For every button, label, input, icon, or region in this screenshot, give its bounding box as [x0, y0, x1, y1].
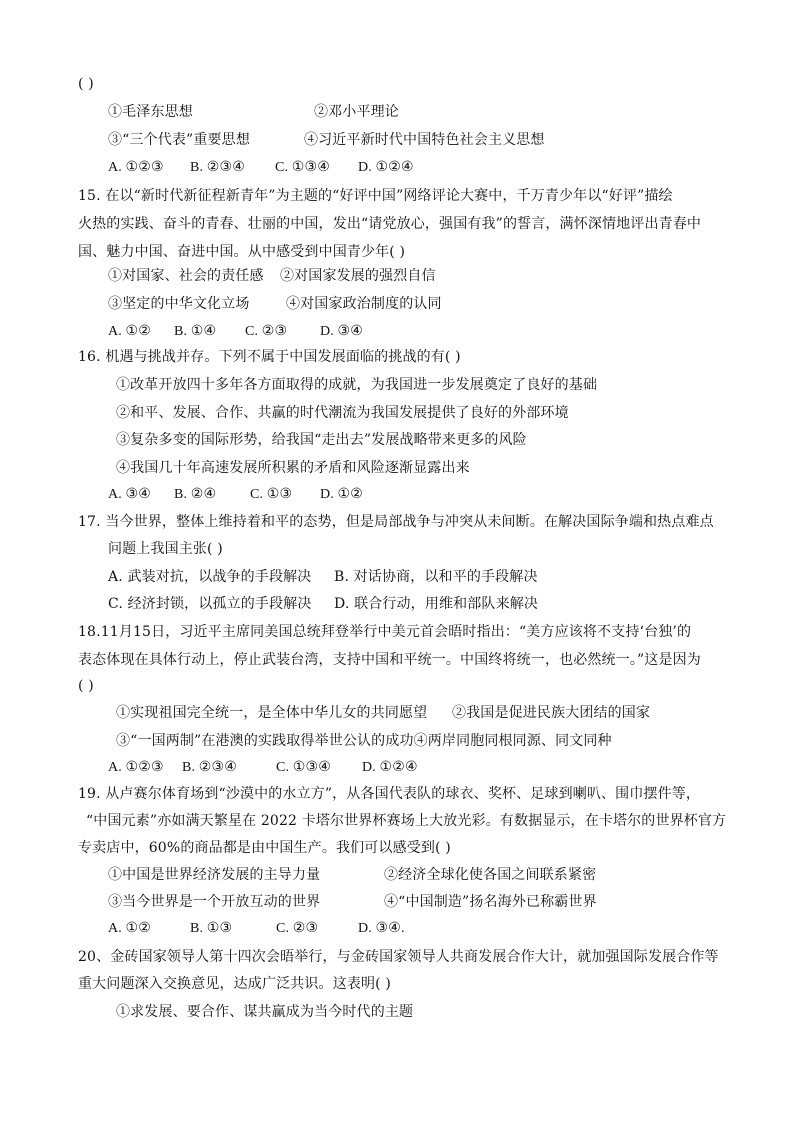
q17-answer-d: D. 联合行动，用维和部队来解决 — [334, 596, 539, 612]
q15-option-1: ①对国家、社会的责任感 — [108, 268, 264, 284]
q18-answer-b: B. ②③④ — [182, 760, 237, 775]
q15-option-3: ③坚定的中华文化立场 — [108, 296, 250, 312]
q19-answer-a: A. ①② — [108, 921, 151, 936]
q14-answer-c: C. ①③④ — [275, 160, 330, 175]
q15-stem-line-3: 国、魅力中国、奋进中国。从中感受到中国青少年( ) — [78, 244, 406, 260]
q14-option-1: ①毛泽东思想 — [108, 104, 193, 120]
q16-stem: 16. 机遇与挑战并存。下列不属于中国发展面临的挑战的有( ) — [78, 349, 461, 365]
q19-stem-line-2: “中国元素”亦如满天繁星在 2022 卡塔尔世界杯赛场上大放光彩。有数据显示，在卡塔尔的世界杯官方 — [86, 813, 727, 829]
q19-answer-c: C. ②③ — [276, 921, 319, 936]
q15-option-2: ②对国家发展的强烈自信 — [280, 268, 436, 284]
q17-answer-a: A. 武装对抗，以战争的手段解决 — [108, 569, 312, 585]
q18-answer-d: D. ①②④ — [362, 760, 418, 775]
q18-stem-line-1: 18.11月15日，习近平主席同美国总统拜登举行中美元首会晤时指出：“美方应该将不支持‘台独’的 — [78, 624, 692, 640]
q19-answer-d: D. ③④. — [358, 921, 405, 936]
q14-paren: ( ) — [78, 76, 94, 92]
q17-answer-c: C. 经济封锁，以孤立的手段解决 — [108, 596, 312, 612]
q16-answer-a: A. ③④ — [108, 487, 151, 502]
q14-option-4: ④习近平新时代中国特色社会主义思想 — [304, 132, 545, 148]
q16-option-3: ③复杂多变的国际形势，给我国“走出去”发展战略带来更多的风险 — [116, 432, 527, 448]
q20-option-1: ①求发展、要合作、谋共赢成为当今时代的主题 — [116, 1004, 414, 1020]
q15-answer-b: B. ①④ — [174, 324, 217, 339]
q14-answer-d: D. ①②④ — [358, 160, 414, 175]
q18-option-1: ①实现祖国完全统一，是全体中华儿女的共同愿望 — [116, 705, 428, 721]
q18-answer-a: A. ①②③ — [108, 760, 164, 775]
q15-stem-line-2: 火热的实践、奋斗的青春、壮丽的中国，发出“请党放心，强国有我”的誓言，满怀深情地评出青春中 — [78, 216, 702, 232]
q19-option-1: ①中国是世界经济发展的主导力量 — [108, 867, 321, 883]
q15-answer-a: A. ①② — [108, 324, 151, 339]
q16-answer-b: B. ②④ — [174, 487, 217, 502]
q17-stem-line-2: 问题上我国主张( ) — [108, 541, 223, 557]
q15-answer-d: D. ③④ — [320, 324, 363, 339]
q20-stem-line-2: 重大问题深入交换意见，达成广泛共识。这表明( ) — [78, 976, 391, 992]
q18-stem-line-3: ( ) — [78, 678, 94, 694]
q16-answer-c: C. ①③ — [250, 487, 293, 502]
q17-answer-b: B. 对话协商，以和平的手段解决 — [334, 569, 538, 585]
q14-answer-b: B. ②③④ — [190, 160, 245, 175]
q18-stem-line-2: 表态体现在具体行动上，停止武装台湾，支持中国和平统一。中国终将统一，也必然统一。”这是因为 — [78, 652, 701, 668]
q17-stem-line-1: 17. 当今世界，整体上维持着和平的态势，但是局部战争与冲突从未间断。在解决国际争端和热点难点 — [78, 514, 714, 530]
q15-option-4: ④对国家政治制度的认同 — [286, 296, 442, 312]
q18-answer-c: C. ①③④ — [276, 760, 331, 775]
q15-stem-line-1: 15. 在以“新时代新征程新青年”为主题的“好评中国”网络评论大赛中，千万青少年以“好评”描绘 — [78, 188, 673, 204]
q14-option-3: ③“三个代表”重要思想 — [108, 132, 250, 148]
q16-option-4: ④我国几十年高速发展所积累的矛盾和风险逐渐显露出来 — [116, 460, 470, 476]
q19-option-2: ②经济全球化使各国之间联系紧密 — [384, 867, 597, 883]
q19-stem-line-1: 19. 从卢赛尔体育场到“沙漠中的水立方”，从各国代表队的球衣、奖杯、足球到喇叭、围巾摆件等， — [78, 786, 701, 802]
q19-option-4: ④“中国制造”扬名海外已称霸世界 — [384, 894, 597, 910]
q19-stem-line-3: 专卖店中，60%的商品都是由中国生产。我们可以感受到( ) — [78, 840, 451, 856]
q19-answer-b: B. ①③ — [190, 921, 233, 936]
q20-stem-line-1: 20、金砖国家领导人第十四次会晤举行，与金砖国家领导人共商发展合作大计，就加强国际发展合作等 — [78, 949, 719, 965]
q14-answer-a: A. ①②③ — [108, 160, 164, 175]
q15-answer-c: C. ②③ — [245, 324, 288, 339]
q19-option-3: ③当今世界是一个开放互动的世界 — [108, 894, 321, 910]
q16-option-1: ①改革开放四十多年各方面取得的成就，为我国进一步发展奠定了良好的基础 — [116, 377, 598, 393]
q18-option-2: ②我国是促进民族大团结的国家 — [452, 705, 651, 721]
q18-option-3-4: ③“一国两制”在港澳的实践取得举世公认的成功④两岸同胞同根同源、同文同种 — [116, 733, 612, 749]
q16-answer-d: D. ①② — [320, 487, 363, 502]
q14-option-2: ②邓小平理论 — [314, 104, 399, 120]
q16-option-2: ②和平、发展、合作、共赢的时代潮流为我国发展提供了良好的外部环境 — [116, 405, 569, 421]
